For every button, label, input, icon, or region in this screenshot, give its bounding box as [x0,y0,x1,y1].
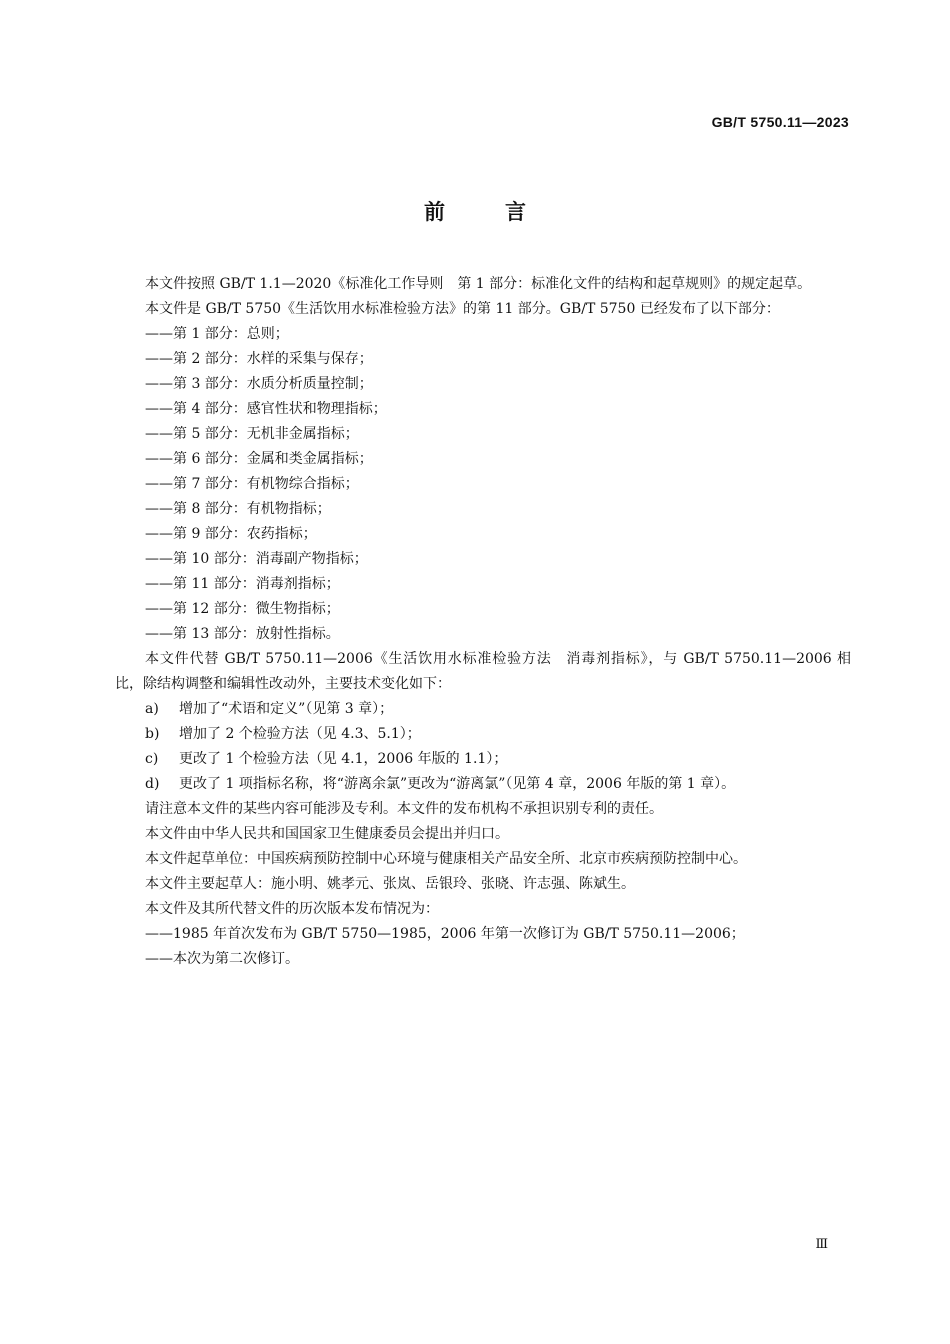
list-item-part-13: ——第 13 部分：放射性指标。 [145,626,340,642]
page-number: Ⅲ [815,1237,828,1252]
change-text: 更改了 1 个检验方法（见 4.1，2006 年版的 1.1）； [179,751,508,767]
paragraph-drafters: 本文件主要起草人：施小明、姚孝元、张岚、岳银玲、张晓、许志强、陈斌生。 [145,876,635,892]
page-title: 前言 [424,200,586,224]
paragraph-drafting-units: 本文件起草单位：中国疾病预防控制中心环境与健康相关产品安全所、北京市疾病预防控制中心。 [145,851,747,867]
list-item-part-11: ——第 11 部分：消毒剂指标； [145,576,340,592]
list-marker: b) [145,726,160,742]
list-item-part-7: ——第 7 部分：有机物综合指标； [145,476,359,492]
list-item-part-10: ——第 10 部分：消毒副产物指标； [145,551,368,567]
paragraph-drafting-rules: 本文件按照 GB/T 1.1—2020《标准化工作导则 第 1 部分：标准化文件的结构和起草规则》的规定起草。 [145,276,812,292]
paragraph-history-intro: 本文件及其所代替文件的历次版本发布情况为： [145,901,439,917]
history-list [115,922,851,972]
list-item-part-8: ——第 8 部分：有机物指标； [145,501,331,517]
foreword-body [115,272,851,972]
list-item-part-6: ——第 6 部分：金属和类金属指标； [145,451,373,467]
list-marker: a) [145,701,159,717]
change-item-c [115,747,851,772]
change-item-b [115,722,851,747]
list-item-part-5: ——第 5 部分：无机非金属指标； [145,426,359,442]
parts-list [115,322,851,647]
list-marker: c) [145,751,159,767]
paragraph-patent-notice: 请注意本文件的某些内容可能涉及专利。本文件的发布机构不承担识别专利的责任。 [145,801,663,817]
change-text: 增加了 2 个检验方法（见 4.3、5.1）； [179,726,421,742]
paragraph-proposer: 本文件由中华人民共和国国家卫生健康委员会提出并归口。 [145,826,509,842]
list-item-part-1: ——第 1 部分：总则； [145,326,289,342]
list-item-part-12: ——第 12 部分：微生物指标； [145,601,340,617]
list-item-part-4: ——第 4 部分：感官性状和物理指标； [145,401,387,417]
history-item-1: ——1985 年首次发布为 GB/T 5750—1985，2006 年第一次修订为 GB/T 5750.11—2006； [145,926,745,942]
change-text: 更改了 1 项指标名称，将“游离余氯”更改为“游离氯”（见第 4 章，2006 年版的第 1 章）。 [179,776,736,792]
list-item-part-3: ——第 3 部分：水质分析质量控制； [145,376,373,392]
list-marker: d) [145,776,160,792]
history-item-2: ——本次为第二次修订。 [145,951,299,967]
standard-number: GB/T 5750.11—2023 [711,114,849,130]
change-text: 增加了“术语和定义”（见第 3 章）； [179,701,394,717]
list-item-part-2: ——第 2 部分：水样的采集与保存； [145,351,373,367]
change-item-a [115,697,851,722]
list-item-part-9: ——第 9 部分：农药指标； [145,526,317,542]
changes-list [115,697,851,797]
change-item-d [115,772,851,797]
paragraph-series-intro: 本文件是 GB/T 5750《生活饮用水标准检验方法》的第 11 部分。GB/T 5750 已经发布了以下部分： [145,301,780,317]
paragraph-replacement: 本文件代替 GB/T 5750.11—2006《生活饮用水标准检验方法 消毒剂指标》，与 GB/T 5750.11—2006 相比，除结构调整和编辑性改动外，主要技术变化如下： [115,651,851,692]
